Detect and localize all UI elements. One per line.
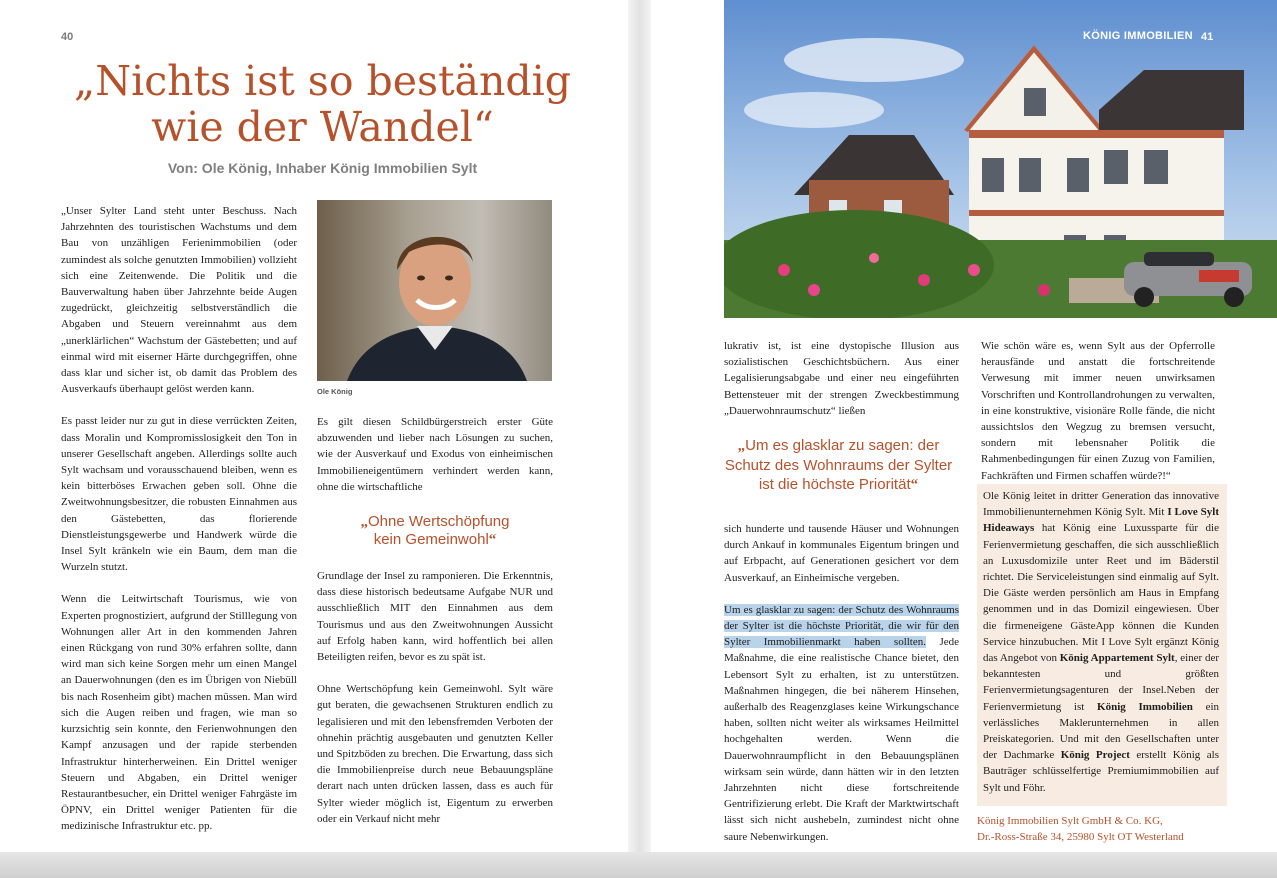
subheading-pull-quote xyxy=(317,513,553,549)
byline: Von: Ole König, Inhaber König Immobilien Sylt xyxy=(167,160,478,176)
headline-line-2: wie der Wandel“ xyxy=(151,103,494,151)
paragraph: Wenn die Leitwirtschaft Tourismus, wie von Experten prognostiziert, aufgrund der Stilllegung von Wohnungen aller Art in den kommenden Jahren einen Rückgang von rund 30% erfahren sollte, dann wird man sich keine Sorgen mehr um einen Mangel an Dauerwohnungen (den es im Übrigen von Niebüll bis nach Rosenheim gibt) machen müssen. Man wird sich die Augen reiben und fragen, wie man so kurzsichtig sein konnte, den Ferienwohnungen den Kampf anzusagen und der rapide sterbenden Infrastruktur hinterherweinen. Ein Drittel weniger Steuern und Abgaben, ein Drittel weniger Restaurantbesucher, ein Drittel weniger Fahrgäste im ÖPNV, ein Drittel weniger Patienten für die medizinische Infrastruktur etc. pp. xyxy=(61,593,297,833)
page-number-left: 40 xyxy=(61,31,74,43)
portrait-illustration xyxy=(317,200,552,381)
subheading-line-1: Ohne Wertschöpfung xyxy=(368,513,510,530)
paragraph: lukrativ ist, ist eine dystopische Illusion aus sozialistischen Geschichtsbüchern. Aus einer Legalisierungsabgabe und einer neu eingeführten Bettensteuer mit der strengen Zweckbestimmung „Dauerwohnraumschutz“ ließen xyxy=(724,340,959,417)
pull-quote xyxy=(716,436,961,495)
page-bottom-edge xyxy=(0,852,1277,878)
paragraph-text: Jede Maßnahme, die eine realistische Chance bietet, den Lebensort Sylt zu erhalten, ist zu unterstützen. Maßnahmen hingegen, die bei näherem Hinsehen, außerhalb des Reagenzglases keine Wirkungschance haben, sollten nicht weiter als wirksames Heilmittel hochgehalten werden. Wenn die Dauerwohnraumpflicht in den Bebauungsplänen wirksam sein würde, dann hätten wir in den letzten Jahrzehnten nicht diese fortschreitende Gentrifizierung erlebt. Die Kraft der Marktwirtschaft lässt sich nicht aushebeln, zumindest nicht ohne saure Nebenwirkungen. xyxy=(724,636,960,843)
info-text: erstellt König als Bauträger schlüsselfertige Premiumimmobilien auf Sylt und Föhr. xyxy=(983,749,1219,794)
article-headline xyxy=(60,58,585,150)
page-gutter xyxy=(628,0,651,852)
open-quote-mark: „ xyxy=(360,514,368,530)
contact-line-2: Dr.-Ross-Straße 34, 25980 Sylt OT Westerland xyxy=(977,831,1184,843)
info-text: , einer der bekanntesten und größten Ferienvermietungsagenturen der Insel.Neben der Ferienvermietung ist xyxy=(983,652,1219,713)
author-portrait xyxy=(317,200,552,381)
house-photo xyxy=(724,0,1277,318)
left-column-2-continued xyxy=(317,568,553,843)
house-illustration xyxy=(724,0,1277,318)
close-quote-mark: “ xyxy=(910,477,919,493)
paragraph xyxy=(724,602,959,845)
paragraph: „Unser Sylter Land steht unter Beschuss. Nach Jahrzehnten des touristischen Wachstums und dem Bau von unzähligen Ferienimmobilien (oder zumindest als solche genutzten Immobilien) vollzieht sich eine Zeitenwende. Die Politik und die Bauverwaltung haben über Jahrzehnte beide Augen zugedrückt, gleichzeitig selbstverständlich die Abgaben und Steuern vereinnahmt aus dem „unerklärlichen“ Wachstum der Gästebetten; und auf einmal wird mit eiserner Härte durchgegriffen, ohne dass klar und sicher ist, ob damit das Problem des Ausverkaufs überhaupt gelöst werden kann. xyxy=(61,205,297,396)
contact-line-1: König Immobilien Sylt GmbH & Co. KG, xyxy=(977,815,1163,827)
info-text: Ole König leitet in dritter Generation das innovative Immobilienunternehmen König Sylt. Mit xyxy=(983,490,1219,519)
left-column-2 xyxy=(317,414,553,511)
brand-name: König Immobilien xyxy=(1097,700,1193,713)
subheading-line-2: kein Gemeinwohl xyxy=(373,531,489,548)
paragraph: Grundlage der Insel zu ramponieren. Die Erkenntnis, dass diese historisch bedeutsame Aufgabe NUR und ausschließlich MIT den Einnahmen aus dem Tourismus und aus den Zweitwohnungen Aussicht auf Erfolg haben kann, wird hoffentlich bei allen Beteiligten reifen, bevor es zu spät ist. xyxy=(317,570,553,664)
brand-name: König Appartement Sylt xyxy=(1059,652,1175,665)
open-quote-mark: „ xyxy=(737,438,746,454)
photo-caption: Ole König xyxy=(317,387,353,396)
paragraph: sich hunderte und tausende Häuser und Wohnungen durch Ankauf in kommunales Eigentum bringen und auf Erbpacht, auf Generationen gesichert vor dem Ausverkauf, an Einheimische vergeben. xyxy=(724,523,959,584)
pull-quote-text: Um es glasklar zu sagen: der Schutz des Wohnraums der Sylter ist die höchste Priorität xyxy=(724,437,953,493)
header-section-label: KÖNIG IMMOBILIEN xyxy=(1083,30,1193,42)
brand-name: I Love Sylt Hideaways xyxy=(983,506,1219,535)
paragraph: Es gilt diesen Schildbürgerstreich erster Güte abzuwenden und lieber nach Lösungen zu suchen, wie der Ausverkauf und Exodus von einheimischen Immobilieneigentümern verhindert werden kann, ohne die wirtschaftliche xyxy=(317,416,553,493)
right-column-2 xyxy=(981,338,1215,500)
right-column-1-continued xyxy=(724,521,959,845)
paragraph: Wie schön wäre es, wenn Sylt aus der Opferrolle herausfände und anstatt die fortschreitende Verwesung mit immer neuen unwirksamen Vorschriften und Kontrollandrohungen zu verwalten, in eine konstruktive, visionäre Rolle fände, die nicht aussichtslos den Wegzug zu bremsen versucht, sondern mit lebensnaher Politik die Rahmenbedingungen für einen Zuzug von Familien, Fachkräften und Firmen schaffen würde?!“ xyxy=(981,340,1215,482)
page-number-right: 41 xyxy=(1201,31,1214,43)
company-contact xyxy=(977,813,1227,845)
right-column-1 xyxy=(724,338,959,435)
paragraph: Ohne Wertschöpfung kein Gemeinwohl. Sylt wäre gut beraten, die gewachsenen Strukturen endlich zu legalisieren und mit den lebensfremden Verboten der ohnehin prächtig ausgebauten und genutzten Keller und Spitzböden zu brechen. Die Erwartung, dass sich die Immobilienpreise durch neue Bebauungspläne derart nach unten drücken lassen, dass es auch für Sylter wieder möglich ist, Eigentum zu erwerben oder ein Verkauf nicht mehr xyxy=(317,683,553,825)
author-info-text xyxy=(983,488,1219,796)
highlighted-text: Um es glasklar zu sagen: der Schutz des Wohnraums der Sylter ist die höchste Priorität, die wir für den Sylter Immobilienmarkt haben sollten. xyxy=(724,603,959,649)
headline-line-1: „Nichts ist so beständig xyxy=(73,57,572,105)
brand-name: König Project xyxy=(1060,749,1130,762)
close-quote-mark: “ xyxy=(488,532,497,548)
paragraph: Es passt leider nur zu gut in diese verrückten Zeiten, dass Moralin und Kompromisslosigkeit den Ton in unserer Gesellschaft angeben. Allerdings sollte auch Sylt wachsam und vorausschauend bleiben, wenn es kein bitterböses Erwachen geben soll. Ohne die Zweitwohnungsbesitzer, die robusten Einnahmen aus den Gästebetten, das florierende Dienstleistungsgewerbe und Handwerk würde die Insel Sylt kränkeln wie ein Baum, dem man die Wurzeln stutzt. xyxy=(61,415,297,574)
info-text: hat König eine Luxussparte für die Ferienvermietung geschaffen, die sich ausschließlich an Luxusdomizile unter Reet und im Bäderstil richtet. Die Serviceleistungen sind einmalig auf Sylt. Die Gäste werden persönlich am Haus in Empfang genommen und in das Domizil eingewiesen. Über die firmeneigene GästeApp können die Kunden Service hinzubuchen. Mit I Love Sylt ergänzt König das Angebot von xyxy=(983,522,1219,665)
info-text: ein verlässliches Maklerunternehmen in allen Preiskategorien. Und mit den Gesellschaften unter der Dachmarke xyxy=(983,700,1220,762)
left-column-1 xyxy=(61,203,297,851)
